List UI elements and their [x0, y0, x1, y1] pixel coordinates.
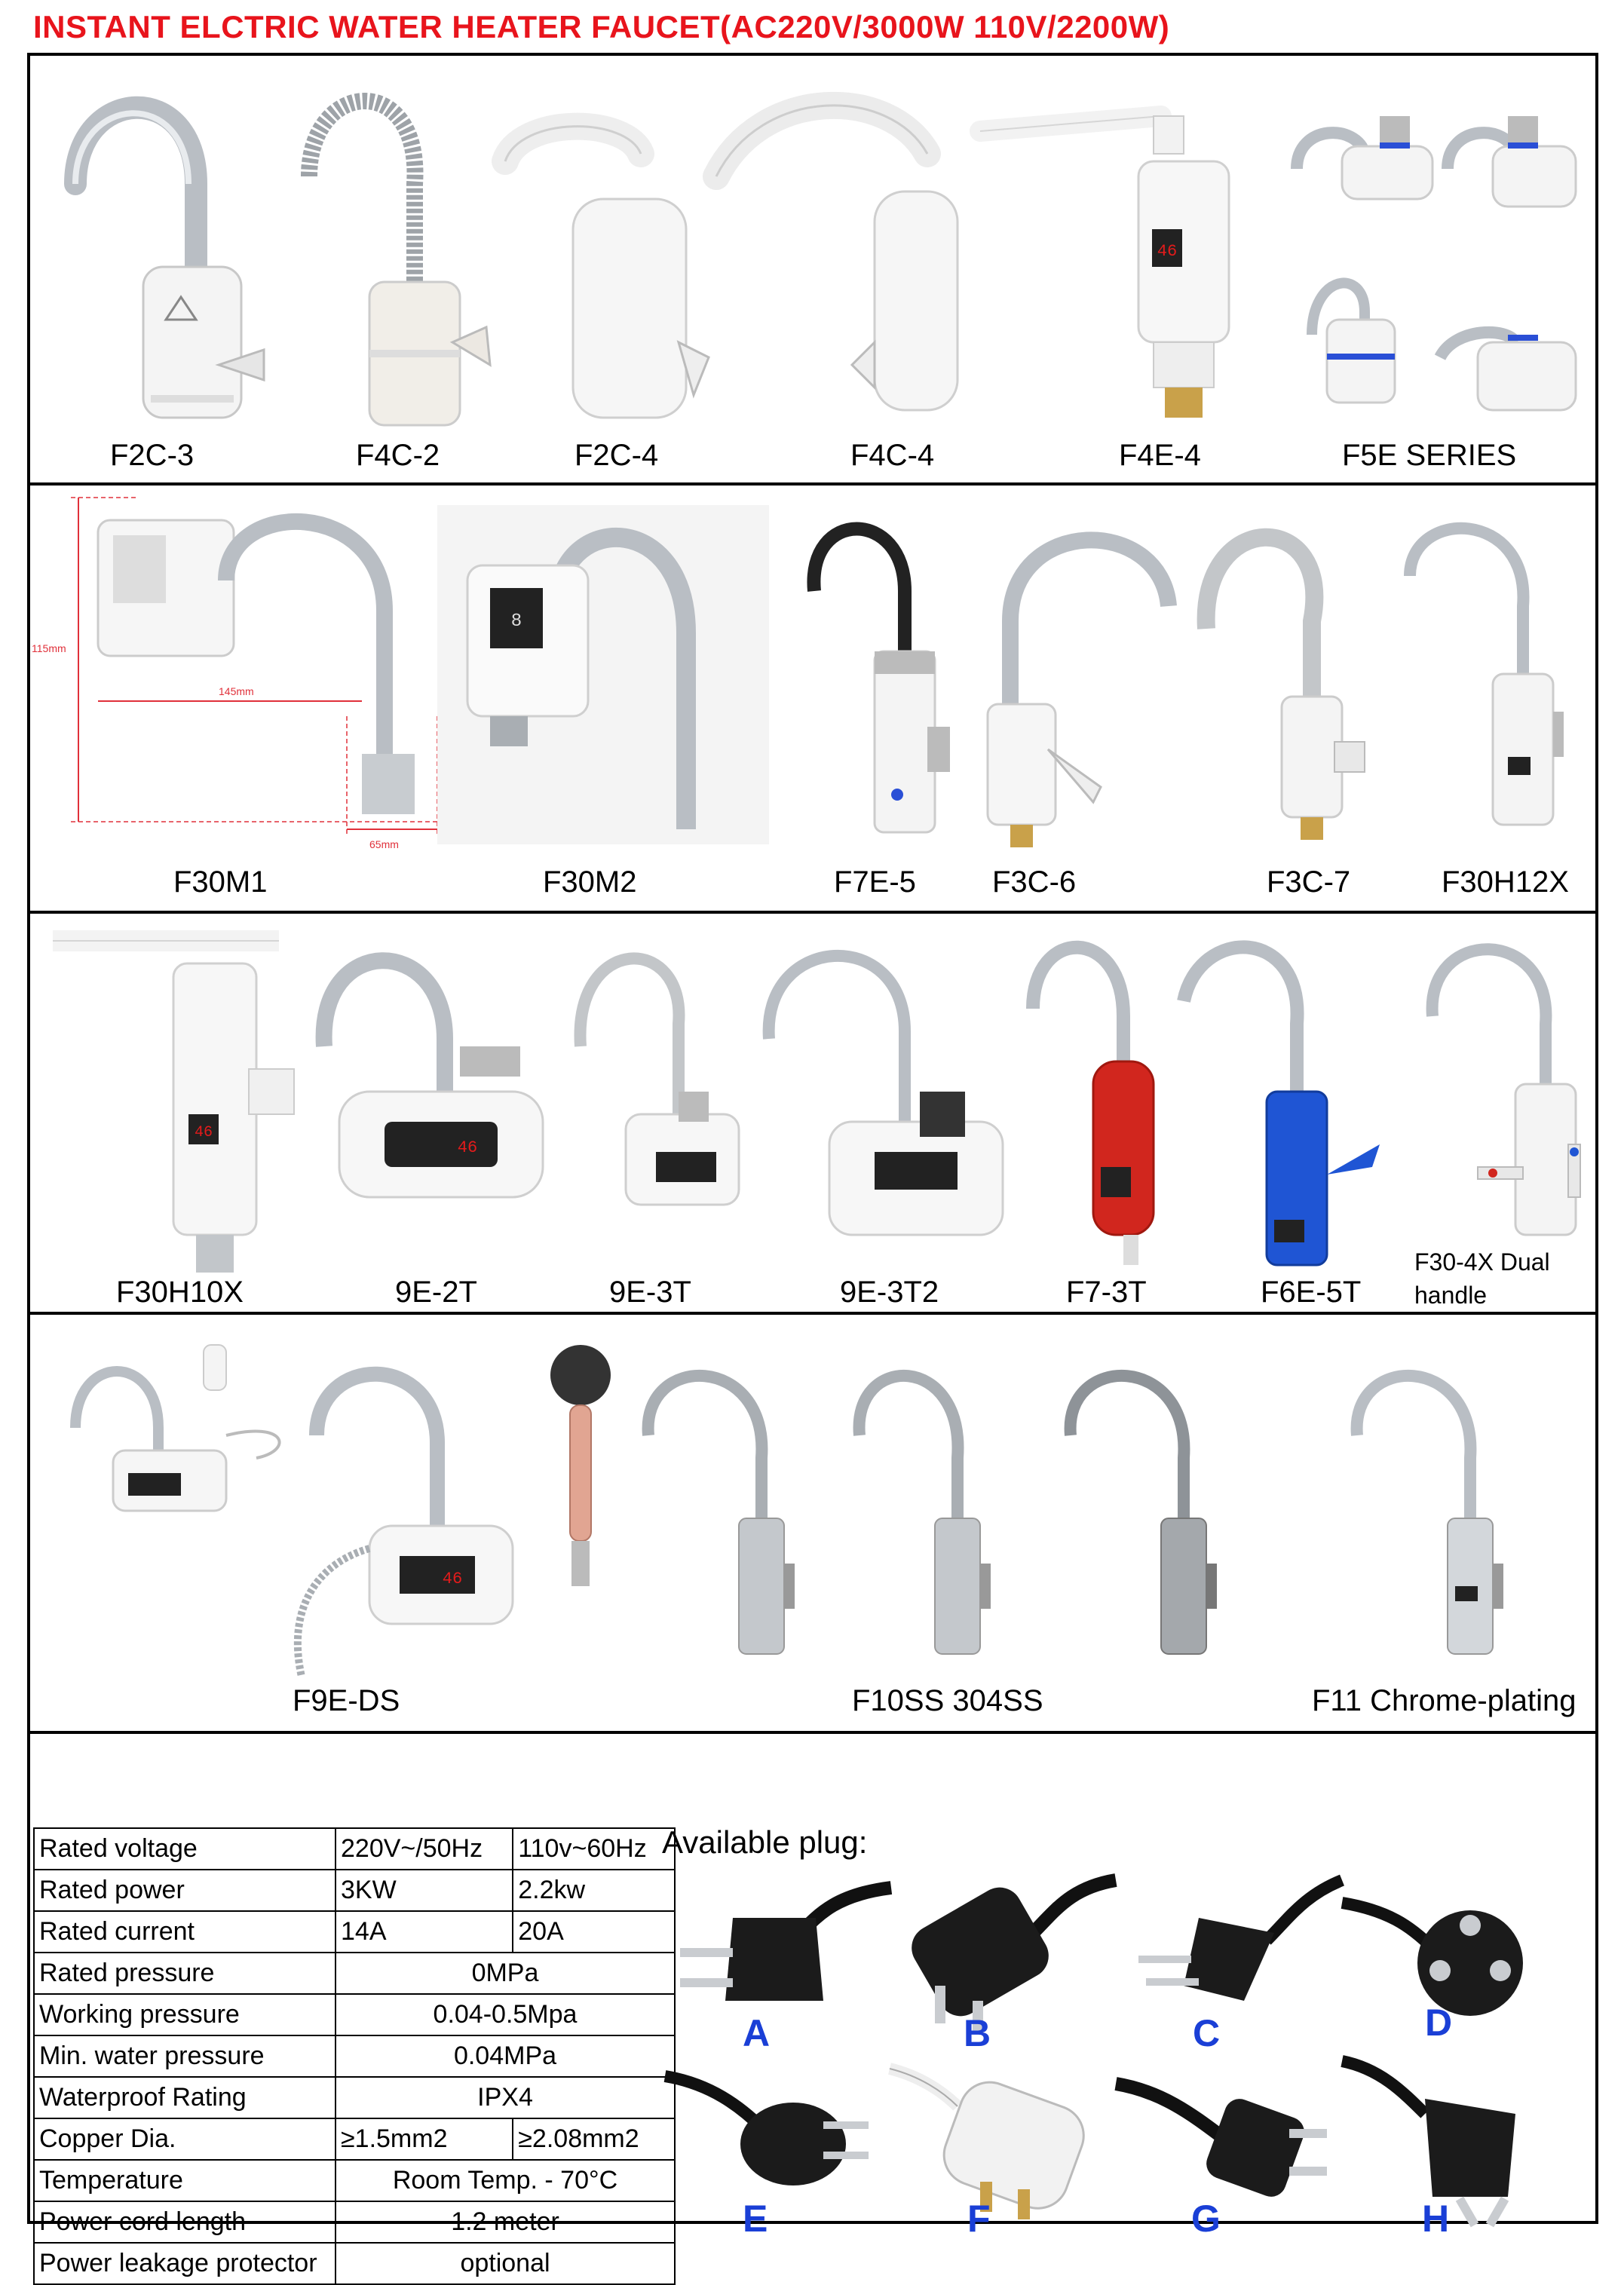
- white-faucet-icon: [694, 71, 965, 440]
- table-row: [34, 1953, 675, 1994]
- stainless-faucet-icon: [618, 1337, 1267, 1684]
- row-divider: [30, 911, 1595, 914]
- us-grounded-plug-icon: [1116, 2061, 1342, 2265]
- eu-plug-icon: [1116, 1873, 1342, 2076]
- product-model-label: 9E-3T2: [840, 1276, 939, 1309]
- row-divider: [30, 1312, 1595, 1315]
- product-model-label: F30H10X: [116, 1276, 244, 1309]
- grey-gooseneck-faucet-icon: [1191, 501, 1372, 855]
- table-row: [34, 2160, 675, 2201]
- spec-value: 0MPa: [336, 1953, 675, 1994]
- spec-key: Working pressure: [34, 1994, 336, 2035]
- product-model-label: F7-3T: [1066, 1276, 1147, 1309]
- chrome-gooseneck-faucet-icon: [973, 501, 1199, 855]
- product-model-label: F3C-6: [992, 865, 1077, 899]
- spec-value: 14A: [336, 1911, 513, 1953]
- row-divider: [30, 482, 1595, 485]
- spec-value: 20A: [513, 1911, 675, 1953]
- svg-text:46: 46: [442, 1570, 463, 1588]
- dual-handle-faucet-icon: [1402, 918, 1583, 1273]
- product-model-label: 9E-2T: [395, 1276, 477, 1309]
- digital-display-faucet-icon: [739, 918, 1025, 1280]
- table-row: [34, 2118, 675, 2160]
- digital-display-faucet-icon: [437, 505, 769, 844]
- digital-display-faucet-icon: [294, 918, 565, 1280]
- catalog-frame: [27, 53, 1598, 2277]
- product-model-label: F5E SERIES: [1342, 439, 1517, 472]
- chrome-gooseneck-faucet-icon: [1327, 1337, 1553, 1684]
- product-model-label: F3C-7: [1267, 865, 1351, 899]
- table-row: [34, 1994, 675, 2035]
- plug-letter-c: C: [1193, 2012, 1221, 2054]
- digital-display-faucet-icon: [965, 71, 1252, 440]
- digital-display-faucet-icon: [38, 918, 309, 1280]
- svg-text:46: 46: [1157, 242, 1178, 261]
- product-model-label: F9E-DS: [293, 1684, 400, 1717]
- schuko-plug-icon: [665, 2061, 891, 2265]
- spec-value: IPX4: [336, 2077, 675, 2118]
- spec-value: 0.04-0.5Mpa: [336, 1994, 675, 2035]
- table-row: [34, 1828, 675, 1870]
- white-faucet-icon: [475, 71, 716, 440]
- spec-value: 110v~60Hz: [513, 1828, 675, 1870]
- spec-value: ≥1.5mm2: [336, 2118, 513, 2160]
- spec-key: Temperature: [34, 2160, 336, 2201]
- product-model-label: F7E-5: [834, 865, 916, 899]
- product-model-label: F30-4X Dual handle: [1414, 1248, 1550, 1309]
- plug-letter-g: G: [1191, 2198, 1221, 2240]
- product-model-label: F11 Chrome-plating: [1312, 1684, 1577, 1717]
- blue-faucet-icon: [1169, 918, 1395, 1280]
- spec-value: 1.2 meter: [336, 2201, 675, 2243]
- plug-letter-b: B: [964, 2012, 991, 2054]
- product-model-label: F30M2: [543, 865, 637, 899]
- plug-letter-h: H: [1422, 2198, 1450, 2240]
- uk-fused-plug-icon: [890, 2061, 1116, 2265]
- table-row: [34, 2243, 675, 2284]
- product-model-label: F4C-2: [356, 439, 440, 472]
- table-row: [34, 1911, 675, 1953]
- spec-value: optional: [336, 2243, 675, 2284]
- spec-table: [33, 1827, 676, 2285]
- spec-value: 220V~/50Hz: [336, 1828, 513, 1870]
- plug-letter-a: A: [743, 2012, 771, 2054]
- product-model-label: 9E-3T: [609, 1276, 691, 1309]
- shower-faucet-icon: [45, 1337, 641, 1684]
- svg-text:46: 46: [194, 1124, 213, 1141]
- faucet-series-icon: [1282, 71, 1583, 440]
- spec-key: Rated pressure: [34, 1953, 336, 1994]
- uk-plug-icon: [890, 1873, 1116, 2076]
- product-model-label: F10SS 304SS: [852, 1684, 1043, 1717]
- flexible-neck-faucet-icon: [264, 63, 490, 440]
- product-model-label: F4E-4: [1119, 439, 1201, 472]
- product-model-label: F2C-3: [110, 439, 195, 472]
- table-row: [34, 2035, 675, 2077]
- table-row: [34, 2077, 675, 2118]
- plug-letter-d: D: [1425, 2002, 1453, 2044]
- dimension-drawing-faucet-icon: [30, 490, 452, 852]
- plug-letter-e: E: [743, 2198, 768, 2240]
- dimension-base-label: 65mm: [369, 838, 399, 850]
- table-row: [34, 1870, 675, 1911]
- dimension-height-label: 115mm: [32, 642, 66, 654]
- spec-value: 2.2kw: [513, 1870, 675, 1911]
- table-row: [34, 2201, 675, 2243]
- spec-key: Rated power: [34, 1870, 336, 1911]
- product-model-label: F4C-4: [850, 439, 935, 472]
- spec-value: 3KW: [336, 1870, 513, 1911]
- red-faucet-icon: [1010, 918, 1169, 1280]
- spec-key: Min. water pressure: [34, 2035, 336, 2077]
- spec-key: Rated current: [34, 1911, 336, 1953]
- spec-key: Power leakage protector: [34, 2243, 336, 2284]
- product-model-label: F6E-5T: [1261, 1276, 1362, 1309]
- spec-key: Waterproof Rating: [34, 2077, 336, 2118]
- spec-value: Room Temp. - 70°C: [336, 2160, 675, 2201]
- product-model-label: F2C-4: [575, 439, 659, 472]
- digital-display-faucet-icon: [558, 918, 754, 1280]
- spec-key: Copper Dia.: [34, 2118, 336, 2160]
- product-model-label: F30M1: [173, 865, 268, 899]
- spec-key: Power cord length: [34, 2201, 336, 2243]
- plug-letter-f: F: [967, 2198, 991, 2240]
- svg-text:46: 46: [457, 1138, 478, 1157]
- chrome-gooseneck-faucet-icon: [1380, 501, 1576, 855]
- spec-value: 0.04MPa: [336, 2035, 675, 2077]
- us-plug-icon: [665, 1873, 891, 2076]
- white-chrome-faucet-icon: [45, 63, 271, 440]
- product-model-label: F30H12X: [1442, 865, 1569, 899]
- plug-heading: Available plug:: [662, 1824, 868, 1860]
- au-plug-icon: [1342, 2046, 1568, 2250]
- spec-key: Rated voltage: [34, 1828, 336, 1870]
- row-divider: [30, 1731, 1595, 1734]
- page-title: INSTANT ELCTRIC WATER HEATER FAUCET(AC220V/3000W 110V/2200W): [33, 9, 1170, 44]
- chrome-gooseneck-faucet-icon: [792, 501, 958, 855]
- spec-value: ≥2.08mm2: [513, 2118, 675, 2160]
- svg-text:8: 8: [510, 611, 522, 632]
- dimension-length-label: 145mm: [219, 685, 254, 697]
